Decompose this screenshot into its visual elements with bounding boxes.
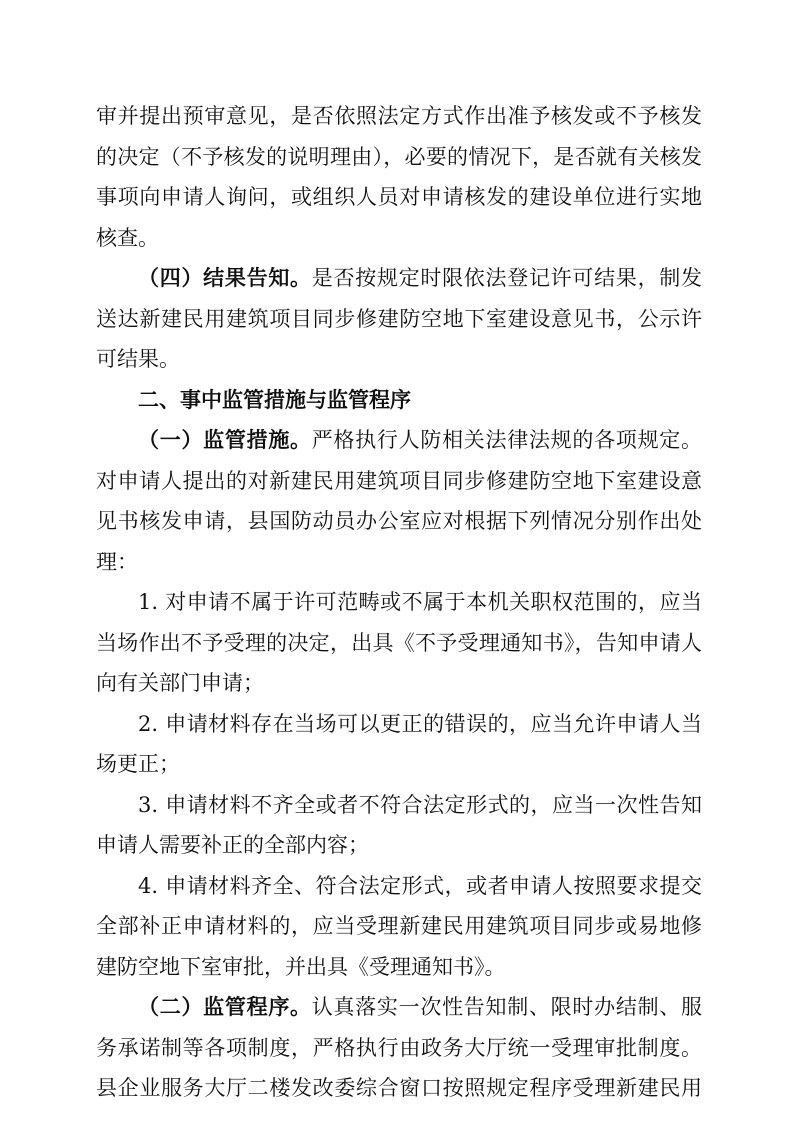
line-text: 申请人需要补正的全部内容； — [96, 833, 369, 857]
line-text: 事项向申请人询问，或组织人员对申请核发的建设单位进行实地 — [96, 185, 702, 209]
text-line — [96, 825, 702, 866]
line-text: 当场作出不予受理的决定，出具《不予受理通知书》，告知申请人 — [96, 630, 702, 655]
text-line — [96, 906, 702, 947]
line-text: 送达新建民用建筑项目同步修建防空地下室建设意见书，公示许 — [96, 306, 702, 331]
subsection-label: （一）监管措施。 — [138, 428, 312, 452]
line-text: 是否按规定时限依法登记许可结果，制发 — [311, 266, 703, 290]
section-heading — [96, 380, 702, 421]
line-text: 场更正； — [96, 752, 180, 776]
text-line — [96, 177, 702, 218]
text-line — [96, 744, 702, 785]
line-text: 见书核发申请，县国防动员办公室应对根据下列情况分别作出处 — [96, 509, 702, 533]
text-line — [96, 1068, 702, 1109]
line-text: 理： — [96, 549, 138, 574]
line-text: 严格执行人防相关法律法规的各项规定。 — [311, 428, 703, 452]
text-line — [96, 623, 702, 664]
line-text: 2. 申请材料存在当场可以更正的错误的，应当允许申请人当 — [138, 711, 702, 736]
line-text: 建防空地下室审批，并出具《受理通知书》。 — [96, 954, 506, 979]
line-text: 3. 申请材料不齐全或者不符合法定形式的，应当一次性告知 — [138, 792, 702, 817]
line-text: 县企业服务大厅二楼发改委综合窗口按照规定程序受理新建民用 — [96, 1076, 702, 1100]
text-line — [96, 785, 702, 826]
text-line — [96, 542, 702, 583]
line-text: 1. 对申请不属于许可范畴或不属于本机关职权范围的，应当 — [138, 590, 702, 614]
line-text: 对申请人提出的对新建民用建筑项目同步修建防空地下室建设意 — [96, 468, 702, 493]
text-line — [96, 704, 702, 745]
line-text: 核查。 — [96, 225, 159, 250]
line-text: 可结果。 — [96, 347, 180, 371]
line-text: 向有关部门申请； — [96, 671, 264, 695]
subsection-label: （四）结果告知。 — [138, 266, 312, 290]
text-line — [96, 866, 702, 907]
text-line — [96, 582, 702, 623]
text-line — [96, 96, 702, 137]
text-line — [96, 339, 702, 380]
line-text: 务承诺制等各项制度，严格执行由政务大厅统一受理审批制度。 — [96, 1035, 702, 1060]
document-body — [96, 96, 702, 1109]
text-line — [96, 218, 702, 259]
line-text: 的决定（不予核发的说明理由），必要的情况下，是否就有关核发 — [96, 144, 702, 169]
text-line — [96, 1028, 702, 1069]
text-line — [96, 420, 702, 461]
text-line — [96, 258, 702, 299]
text-line — [96, 663, 702, 704]
line-text: 4. 申请材料齐全、符合法定形式，或者申请人按照要求提交 — [138, 873, 702, 898]
line-text: 认真落实一次性告知制、限时办结制、服 — [311, 995, 703, 1019]
text-line — [96, 299, 702, 340]
text-line — [96, 987, 702, 1028]
text-line — [96, 947, 702, 988]
text-line — [96, 501, 702, 542]
line-text: 审并提出预审意见，是否依照法定方式作出准予核发或不予核发 — [96, 104, 702, 128]
text-line — [96, 461, 702, 502]
text-line — [96, 137, 702, 178]
section-heading-text: 二、事中监管措施与监管程序 — [138, 387, 411, 412]
line-text: 全部补正申请材料的，应当受理新建民用建筑项目同步或易地修 — [96, 914, 702, 938]
subsection-label: （二）监管程序。 — [138, 995, 312, 1019]
